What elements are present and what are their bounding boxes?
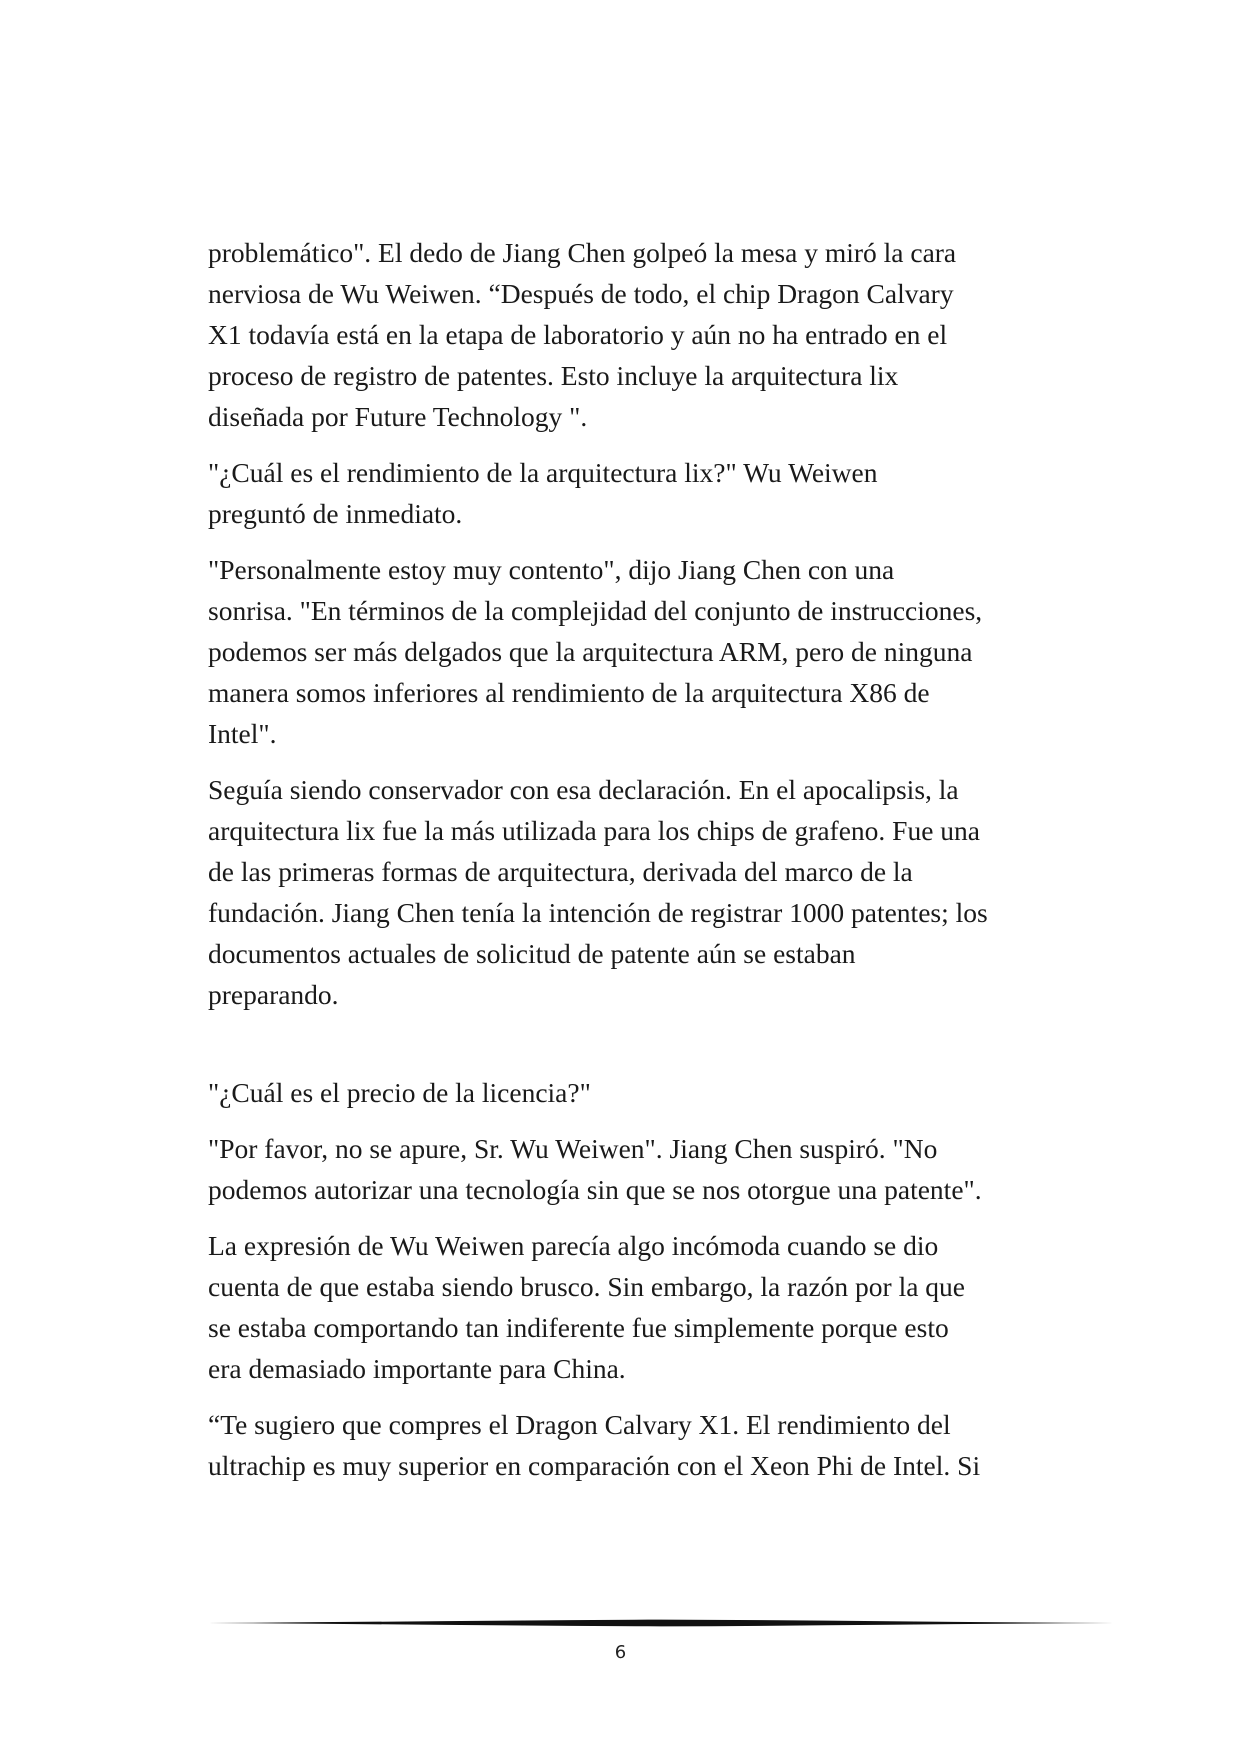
text-line: "Por favor, no se apure, Sr. Wu Weiwen". Jiang Chen suspiró. "No	[208, 1133, 938, 1164]
paragraph	[208, 452, 1078, 534]
text-line: ultrachip es muy superior en comparación con el Xeon Phi de Intel. Si	[208, 1450, 981, 1481]
text-line: La expresión de Wu Weiwen parecía algo incómoda cuando se dio	[208, 1230, 939, 1261]
section-gap	[208, 1030, 1078, 1072]
page-number: 6	[614, 1642, 627, 1663]
text-line: de las primeras formas de arquitectura, derivada del marco de la	[208, 856, 913, 887]
footer-rule-stroke	[208, 1620, 1114, 1627]
text-line: arquitectura lix fue la más utilizada para los chips de grafeno. Fue una	[208, 815, 981, 846]
text-line: diseñada por Future Technology ".	[208, 401, 588, 432]
text-line: preguntó de inmediato.	[208, 498, 463, 529]
text-line: Seguía siendo conservador con esa declaración. En el apocalipsis, la	[208, 774, 959, 805]
paragraph	[208, 232, 1078, 437]
text-line: cuenta de que estaba siendo brusco. Sin embargo, la razón por la que	[208, 1271, 966, 1302]
paragraph	[208, 1072, 1078, 1113]
text-line: se estaba comportando tan indiferente fue simplemente porque esto	[208, 1312, 949, 1343]
paragraph	[208, 549, 1078, 754]
text-line: podemos ser más delgados que la arquitectura ARM, pero de ninguna	[208, 636, 973, 667]
text-line: “Te sugiero que compres el Dragon Calvary X1. El rendimiento del	[208, 1409, 951, 1440]
footer-rule	[208, 1616, 1114, 1630]
text-line: X1 todavía está en la etapa de laboratorio y aún no ha entrado en el	[208, 319, 948, 350]
text-line: "¿Cuál es el rendimiento de la arquitectura lix?" Wu Weiwen	[208, 457, 878, 488]
text-line: proceso de registro de patentes. Esto incluye la arquitectura lix	[208, 360, 899, 391]
body-text	[208, 232, 1078, 1501]
text-line: nerviosa de Wu Weiwen. “Después de todo, el chip Dragon Calvary	[208, 278, 954, 309]
paragraph	[208, 1404, 1078, 1486]
text-line: preparando.	[208, 979, 339, 1010]
text-line: fundación. Jiang Chen tenía la intención de registrar 1000 patentes; los	[208, 897, 988, 928]
text-line: "¿Cuál es el precio de la licencia?"	[208, 1077, 591, 1108]
text-line: manera somos inferiores al rendimiento de la arquitectura X86 de	[208, 677, 930, 708]
text-line: "Personalmente estoy muy contento", dijo Jiang Chen con una	[208, 554, 895, 585]
text-line: documentos actuales de solicitud de patente aún se estaban	[208, 938, 856, 969]
paragraph	[208, 1225, 1078, 1389]
text-line: Intel".	[208, 718, 277, 749]
text-line: podemos autorizar una tecnología sin que se nos otorgue una patente".	[208, 1174, 982, 1205]
text-line: era demasiado importante para China.	[208, 1353, 626, 1384]
paragraph	[208, 1128, 1078, 1210]
paragraph	[208, 769, 1078, 1015]
text-line: problemático". El dedo de Jiang Chen golpeó la mesa y miró la cara	[208, 237, 957, 268]
text-line: sonrisa. "En términos de la complejidad del conjunto de instrucciones,	[208, 595, 983, 626]
